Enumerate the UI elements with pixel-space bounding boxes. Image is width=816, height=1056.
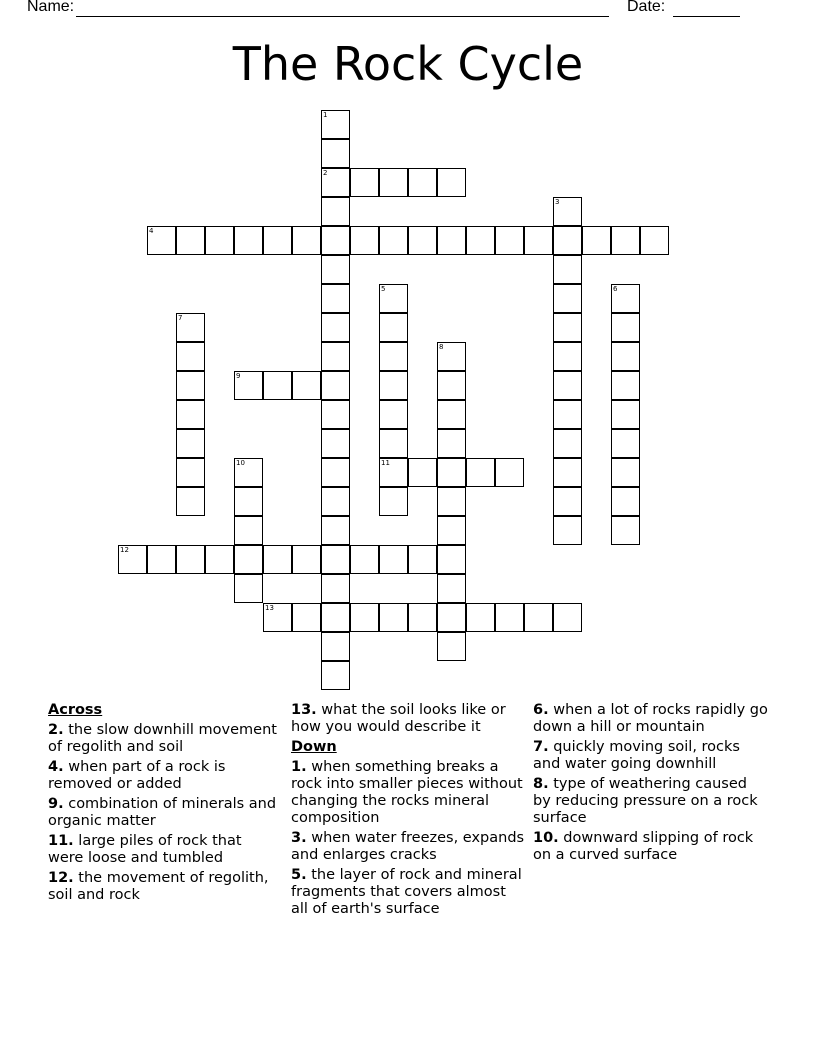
crossword-cell[interactable] [176,487,205,516]
crossword-cell[interactable] [321,545,350,574]
crossword-cell[interactable] [611,313,640,342]
clue-across-4: 4. when part of a rock is removed or added [48,759,226,792]
crossword-cell[interactable] [408,226,437,255]
crossword-cell[interactable] [553,313,582,342]
crossword-cell[interactable] [524,226,553,255]
crossword-cell[interactable] [379,458,408,487]
crossword-cell[interactable] [553,487,582,516]
clue-across-9: 9. combination of minerals and organic matter [48,796,277,829]
crossword-cell[interactable] [321,400,350,429]
crossword-cell[interactable] [437,342,466,371]
crossword-cell[interactable] [292,226,321,255]
crossword-cell[interactable] [234,516,263,545]
crossword-cell[interactable] [466,226,495,255]
crossword-cell[interactable] [176,429,205,458]
crossword-cell[interactable] [234,574,263,603]
clue-number: 7 [178,314,183,322]
crossword-cell[interactable] [147,545,176,574]
crossword-cell[interactable] [234,458,263,487]
clue-across-11: 11. large piles of rock that were loose and tumbled [48,833,242,866]
crossword-cell[interactable] [437,545,466,574]
crossword-cell[interactable] [379,371,408,400]
crossword-cell[interactable] [611,342,640,371]
crossword-cell[interactable] [408,168,437,197]
crossword-cell[interactable] [321,603,350,632]
crossword-cell[interactable] [640,226,669,255]
crossword-cell[interactable] [495,603,524,632]
clue-number: 11 [381,459,390,467]
clue-across-2: 2. the slow downhill movement of regolith and soil [48,722,277,755]
crossword-cell[interactable] [553,603,582,632]
crossword-cell[interactable] [205,226,234,255]
clue-down-6: 6. when a lot of rocks rapidly go down a hill or mountain [533,702,768,735]
crossword-cell[interactable] [611,400,640,429]
crossword-cell[interactable] [466,458,495,487]
crossword-cell[interactable] [321,516,350,545]
clue-down-1: 1. when something breaks a rock into smaller pieces without changing the rocks mineral composition [291,759,523,826]
crossword-cell[interactable] [321,197,350,226]
clue-number: 8 [439,343,444,351]
crossword-cell[interactable] [176,342,205,371]
crossword-cell[interactable] [176,371,205,400]
crossword-cell[interactable] [379,168,408,197]
clue-number: 12 [120,546,129,554]
crossword-cell[interactable] [292,545,321,574]
crossword-cell[interactable] [292,371,321,400]
crossword-cell[interactable] [263,603,292,632]
crossword-cell[interactable] [176,545,205,574]
crossword-cell[interactable] [611,371,640,400]
clue-across-12: 12. the movement of regolith, soil and rock [48,870,269,903]
crossword-cell[interactable] [176,400,205,429]
crossword-cell[interactable] [350,226,379,255]
crossword-cell[interactable] [234,226,263,255]
across-heading: Across [48,702,103,718]
clue-number: 9 [236,372,241,380]
clue-down-10: 10. downward slipping of rock on a curved surface [533,830,754,863]
crossword-cell[interactable] [437,458,466,487]
crossword-cell[interactable] [553,255,582,284]
crossword-cell[interactable] [379,487,408,516]
crossword-cell[interactable] [321,661,350,690]
clue-number: 3 [555,198,560,206]
crossword-cell[interactable] [611,226,640,255]
crossword-cell[interactable] [263,545,292,574]
crossword-cell[interactable] [437,487,466,516]
crossword-cell[interactable] [321,371,350,400]
clue-number: 13 [265,604,274,612]
crossword-cell[interactable] [495,458,524,487]
crossword-cell[interactable] [379,284,408,313]
crossword-cell[interactable] [379,226,408,255]
crossword-cell[interactable] [234,545,263,574]
crossword-cell[interactable] [379,603,408,632]
crossword-cell[interactable] [408,603,437,632]
clue-down-5: 5. the layer of rock and mineral fragments that covers almost all of earth's surface [291,867,522,917]
clue-down-7: 7. quickly moving soil, rocks and water going downhill [533,739,740,772]
crossword-cell[interactable] [379,400,408,429]
crossword-cell[interactable] [321,487,350,516]
crossword-cell[interactable] [437,371,466,400]
crossword-cell[interactable] [553,458,582,487]
crossword-cell[interactable] [321,574,350,603]
crossword-cell[interactable] [437,226,466,255]
crossword-cell[interactable] [234,371,263,400]
clue-number: 10 [236,459,245,467]
clues-column-2 [291,702,526,921]
crossword-cell[interactable] [553,400,582,429]
clue-across-13: 13. what the soil looks like or how you would describe it [291,702,506,735]
crossword-cell[interactable] [321,429,350,458]
crossword-cell[interactable] [437,603,466,632]
down-heading: Down [291,739,337,755]
crossword-cell[interactable] [176,313,205,342]
crossword-cell[interactable] [379,429,408,458]
crossword-cell[interactable] [437,574,466,603]
crossword-cell[interactable] [176,458,205,487]
clue-number: 6 [613,285,618,293]
crossword-cell[interactable] [553,429,582,458]
crossword-cell[interactable] [437,429,466,458]
crossword-cell[interactable] [234,487,263,516]
clue-number: 1 [323,111,328,119]
crossword-cell[interactable] [263,371,292,400]
clues-column-3 [533,702,768,867]
crossword-cell[interactable] [379,313,408,342]
crossword-cell[interactable] [582,226,611,255]
crossword-cell[interactable] [553,197,582,226]
crossword-cell[interactable] [147,226,176,255]
crossword-cell[interactable] [408,545,437,574]
crossword-cell[interactable] [379,545,408,574]
crossword-cell[interactable] [292,603,321,632]
crossword-cell[interactable] [611,458,640,487]
crossword-cell[interactable] [437,400,466,429]
clue-down-8: 8. type of weathering caused by reducing pressure on a rock surface [533,776,758,826]
crossword-cell[interactable] [321,168,350,197]
crossword-cell[interactable] [321,255,350,284]
crossword-cell[interactable] [524,603,553,632]
clue-number: 2 [323,169,328,177]
crossword-cell[interactable] [408,458,437,487]
crossword-cell[interactable] [553,342,582,371]
crossword-cell[interactable] [205,545,234,574]
name-label: Name: [27,0,75,15]
crossword-cell[interactable] [379,342,408,371]
crossword-cell[interactable] [321,458,350,487]
crossword-cell[interactable] [611,487,640,516]
crossword-cell[interactable] [437,516,466,545]
crossword-cell[interactable] [553,284,582,313]
crossword-cell[interactable] [611,429,640,458]
crossword-cell[interactable] [466,603,495,632]
crossword-cell[interactable] [437,168,466,197]
crossword-cell[interactable] [611,516,640,545]
crossword-cell[interactable] [495,226,524,255]
clues-column-1 [48,702,280,907]
crossword-cell[interactable] [118,545,147,574]
crossword-cell[interactable] [553,516,582,545]
crossword-cell[interactable] [611,284,640,313]
crossword-cell[interactable] [176,226,205,255]
clue-down-3: 3. when water freezes, expands and enlarges cracks [291,830,525,863]
crossword-cell[interactable] [350,603,379,632]
crossword-cell[interactable] [321,110,350,139]
crossword-cell[interactable] [321,284,350,313]
crossword-cell[interactable] [553,226,582,255]
clue-number: 4 [149,227,154,235]
crossword-cell[interactable] [321,139,350,168]
crossword-cell[interactable] [321,632,350,661]
crossword-cell[interactable] [321,342,350,371]
crossword-cell[interactable] [350,545,379,574]
crossword-cell[interactable] [321,313,350,342]
crossword-cell[interactable] [321,226,350,255]
crossword-cell[interactable] [437,632,466,661]
date-label: Date: [627,0,666,15]
crossword-cell[interactable] [350,168,379,197]
page-title: The Rock Cycle [232,37,584,91]
crossword-cell[interactable] [263,226,292,255]
crossword-cell[interactable] [553,371,582,400]
clue-number: 5 [381,285,386,293]
